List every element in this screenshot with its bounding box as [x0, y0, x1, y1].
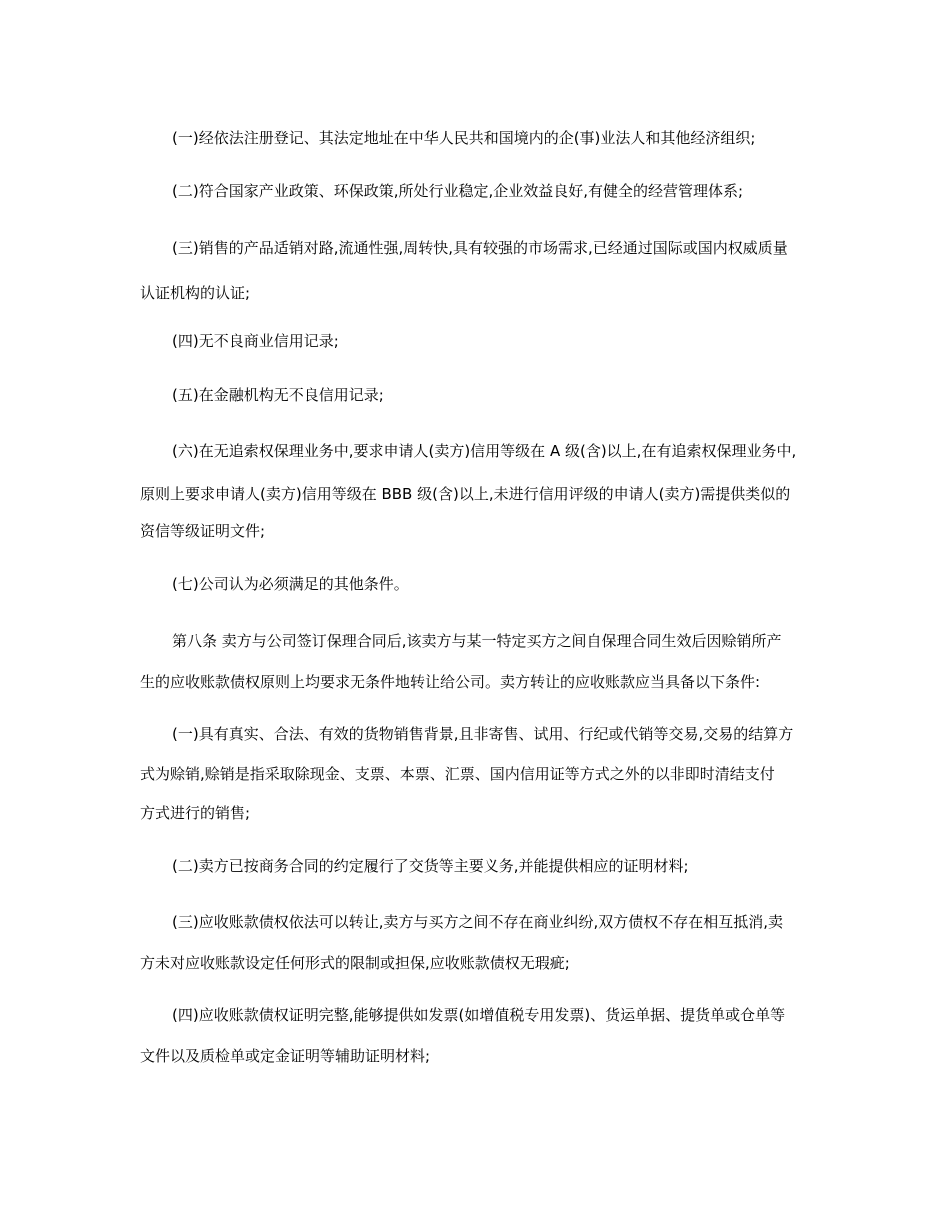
clause-2-1-line-1: (一)具有真实、合法、有效的货物销售背景,且非寄售、试用、行纪或代销等交易,交易的结算方	[172, 725, 794, 743]
article-8-line-2: 生的应收账款债权原则上均要求无条件地转让给公司。卖方转让的应收账款应当具备以下条件:	[140, 673, 761, 691]
clause-2-4-line-1: (四)应收账款债权证明完整,能够提供如发票(如增值税专用发票)、货运单据、提货单或仓单等	[172, 1006, 786, 1024]
clause-1-3-line-2: 认证机构的认证;	[140, 284, 251, 302]
clause-1-6-line-3: 资信等级证明文件;	[140, 522, 266, 540]
clause-1-4: (四)无不良商业信用记录;	[172, 332, 339, 350]
clause-2-2: (二)卖方已按商务合同的约定履行了交货等主要义务,并能提供相应的证明材料;	[172, 857, 689, 875]
clause-1-1: (一)经依法注册登记、其法定地址在中华人民共和国境内的企(事)业法人和其他经济组织;	[172, 129, 756, 147]
clause-1-7: (七)公司认为必须满足的其他条件。	[172, 575, 409, 593]
clause-1-2: (二)符合国家产业政策、环保政策,所处行业稳定,企业效益良好,有健全的经营管理体系;	[172, 182, 744, 200]
clause-1-6-line-1: (六)在无追索权保理业务中,要求申请人(卖方)信用等级在 A 级(含)以上,在有追索权保理业务中,	[172, 442, 797, 460]
clause-2-3-line-1: (三)应收账款债权依法可以转让,卖方与买方之间不存在商业纠纷,双方债权不存在相互抵消,卖	[172, 913, 784, 931]
article-8-line-1: 第八条 卖方与公司签订保理合同后,该卖方与某一特定买方之间自保理合同生效后因赊销所产	[172, 632, 782, 650]
clause-2-1-line-3: 方式进行的销售;	[140, 804, 251, 822]
clause-1-3-line-1: (三)销售的产品适销对路,流通性强,周转快,具有较强的市场需求,已经通过国际或国内权威质量	[172, 239, 788, 257]
clause-2-4-line-2: 文件以及质检单或定金证明等辅助证明材料;	[140, 1047, 431, 1065]
clause-1-5: (五)在金融机构无不良信用记录;	[172, 386, 384, 404]
clause-2-3-line-2: 方未对应收账款设定任何形式的限制或担保,应收账款债权无瑕疵;	[140, 954, 570, 972]
clause-1-6-line-2: 原则上要求申请人(卖方)信用等级在 BBB 级(含)以上,未进行信用评级的申请人(卖方)需提供类似的	[140, 485, 791, 503]
clause-2-1-line-2: 式为赊销,赊销是指采取除现金、支票、本票、汇票、国内信用证等方式之外的以非即时清结支付	[140, 765, 775, 783]
